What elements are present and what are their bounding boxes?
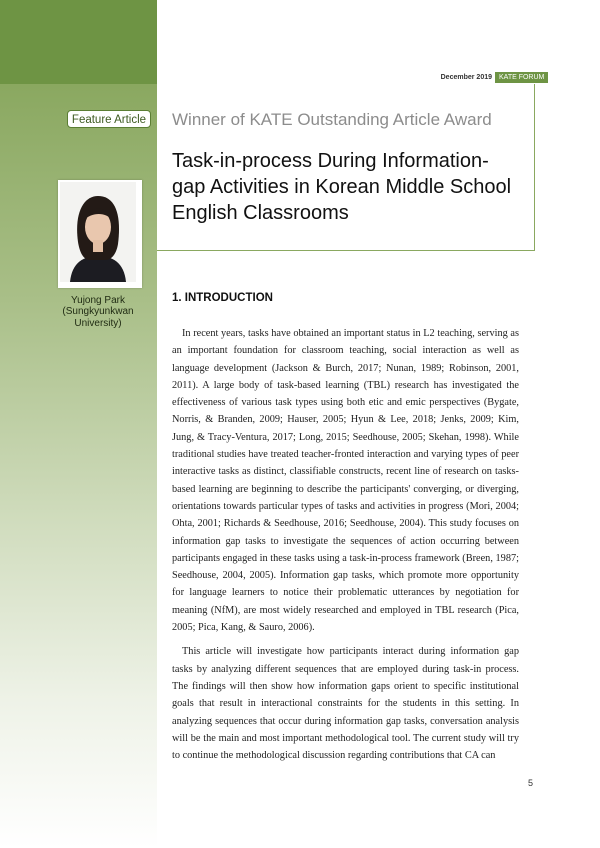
page-number: 5 <box>528 778 534 788</box>
sidebar-color-block <box>0 0 157 84</box>
author-photo <box>58 180 142 288</box>
header-divider <box>534 84 535 250</box>
article-title: Task-in-process During Information-gap Activities in Korean Middle School English Classrooms <box>172 150 512 224</box>
author-portrait-image <box>60 182 136 282</box>
feature-article-badge: Feature Article <box>67 110 151 128</box>
author-affiliation: (Sungkyunkwan University) <box>62 306 134 329</box>
award-subtitle: Winner of KATE Outstanding Article Award <box>172 110 492 129</box>
issue-date: December 2019 <box>440 74 492 81</box>
section-heading: 1. INTRODUCTION <box>172 292 273 304</box>
article-body <box>172 325 519 771</box>
title-divider <box>157 250 535 251</box>
paragraph-1: In recent years, tasks have obtained an important status in L2 teaching, serving as an important foundation for classroom teaching, social interaction as well as language development (Jackson & Burch, 2017; Nunan, 1989; Robinson, 2001, 2011). A large body of task-based learning (TBL) research has investigated the effectiveness of various task types using both etic and emic perspectives (Bygate, Norris, & Branden, 2009; Hauser, 2005; Hyun & Lee, 2018; Jenks, 2009; Kim, Jung, & Tracy-Ventura, 2017; Long, 2015; Seedhouse, 2005; Skehan, 1998). While traditional studies have treated teacher-fronted interaction and varying types of peer interactive tasks as distinct, classifiable constructs, recent line of research on tasks-based learning are beginning to describe the participants' converging, or diverging, orientations towards particular types of tasks and activities in progress (Mori, 2004; Ohta, 2001; Richards & Seedhouse, 2016; Seedhouse, 2004). This study focuses on information gap tasks to investigate the sequences of action occurring between participants engaged in these tasks using a task-in-process framework (Breen, 1987; Seedhouse, 2004, 2005). Information gap tasks, which promote more opportunity for language learners to notice their problematic utterances by negotiation for meaning (NfM), are most widely researched and employed in TBL research (Pica, 2005; Pica, Kang, & Sauro, 2006). <box>172 328 519 634</box>
author-name: Yujong Park <box>71 295 125 306</box>
publication-tag: KATE FORUM <box>495 72 548 83</box>
paragraph-2: This article will investigate how participants interact during information gap tasks by analyzing different sequences that are employed during task-in process. The findings will then show how information gaps orient to specific institutional goals that result in interactional constraints for the students in this setting. In analyzing sequences that occur during information gap tasks, conversation analysis will be the main and most important methodological tool. The current study will try to continue the methodological discussion regarding contributions that CA can <box>172 646 519 762</box>
